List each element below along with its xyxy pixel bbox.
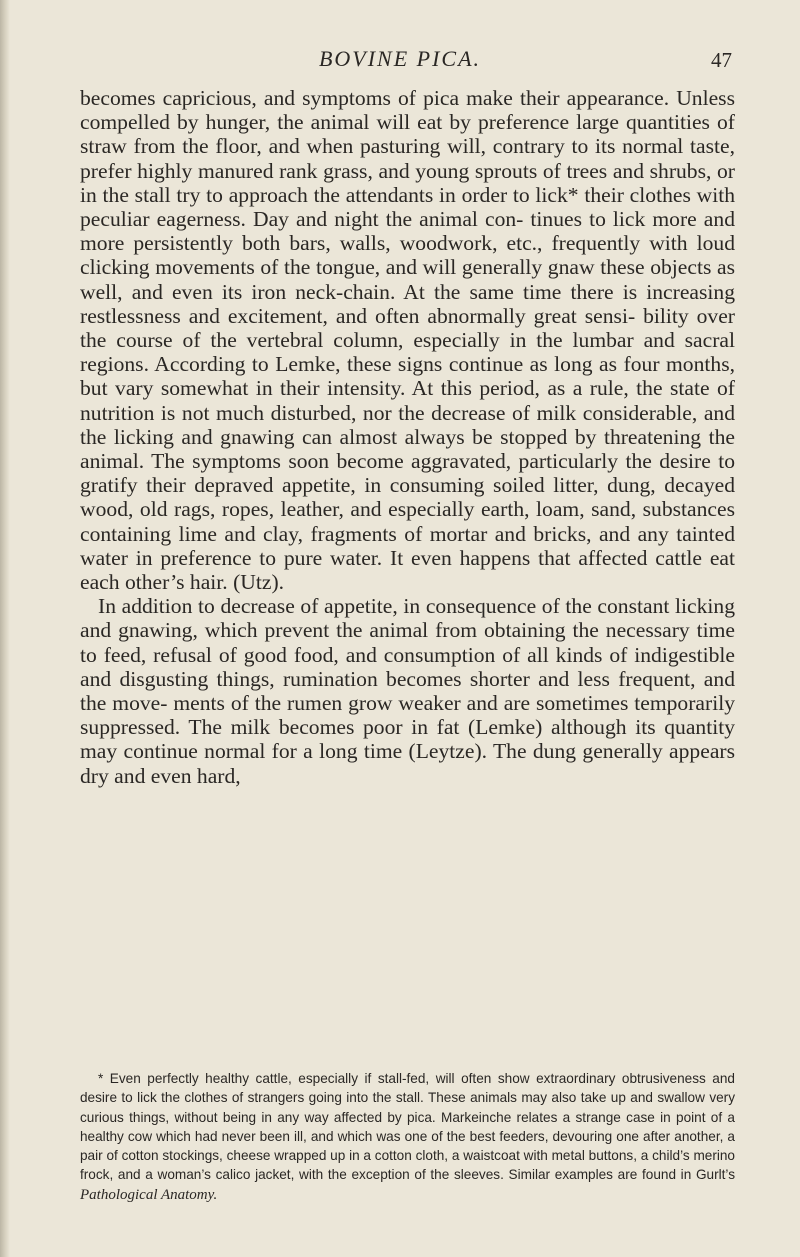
page-number: 47 <box>711 48 732 72</box>
paragraph-1: becomes capricious, and symptoms of pica make their appearance. Unless compelled by hunger, the animal will eat by preference large quantities of straw from the floor, and when pasturing will, contrary to its normal taste, prefer highly manured rank grass, and young sprouts of trees and shrubs, or in the stall try to approach the attendants in order to lick* their clothes with peculiar eagerness. Day and night the animal con- tinues to lick more and more persistently both bars, walls, woodwork, etc., frequently with loud clicking movements of the tongue, and will generally gnaw these objects as well, and even its iron neck-chain. At the same time there is increasing restlessness and excitement, and often abnormally great sensi- bility over the course of the vertebral column, especially in the lumbar and sacral regions. According to Lemke, these signs continue as long as four months, but vary somewhat in their intensity. At this period, as a rule, the state of nutrition is not much disturbed, nor the decrease of milk considerable, and the licking and gnawing can almost always be stopped by threatening the animal. The symptoms soon become aggravated, particularly the desire to gratify their depraved appetite, in consuming soiled litter, dung, decayed wood, old rags, ropes, leather, and especially earth, loam, sand, substances containing lime and clay, fragments of mortar and bricks, and any tainted water in preference to pure water. It even happens that affected cattle eat each other’s hair. (Utz). <box>80 86 735 595</box>
footnote-citation: Pathological Anatomy. <box>80 1186 218 1203</box>
page-gutter-shadow <box>0 0 10 1257</box>
paragraph-2: In addition to decrease of appetite, in consequence of the constant licking and gnawing, which prevent the animal from obtaining the necessary time to feed, refusal of good food, and consumption of all kinds of indigestible and disgusting things, rumination becomes shorter and less frequent, and the move- ments of the rumen grow weaker and are sometimes temporarily suppressed. The milk becomes poor in fat (Lemke) although its quantity may continue normal for a long time (Leytze). The dung generally appears dry and even hard, <box>80 594 735 788</box>
footnote-text: * Even perfectly healthy cattle, especially if stall-fed, will often show extraordinary obtrusiveness and desire to lick the clothes of strangers going into the stall. These animals may also take up and swallow very curious things, without being in any way affected by pica. Markeinche relates a strange case in point of a healthy cow which had never been ill, and which was one of the best feeders, devouring one after another, a pair of cotton stockings, cheese wrapped up in a cotton cloth, a waistcoat with metal buttons, a child’s merino frock, and a woman’s calico jacket, with the exception of the sleeves. Similar examples are found in Gurlt’s <box>80 1071 735 1183</box>
footnote <box>80 1069 735 1205</box>
page-header <box>0 46 800 76</box>
body-text <box>80 86 735 788</box>
running-title: BOVINE PICA. <box>318 46 482 71</box>
